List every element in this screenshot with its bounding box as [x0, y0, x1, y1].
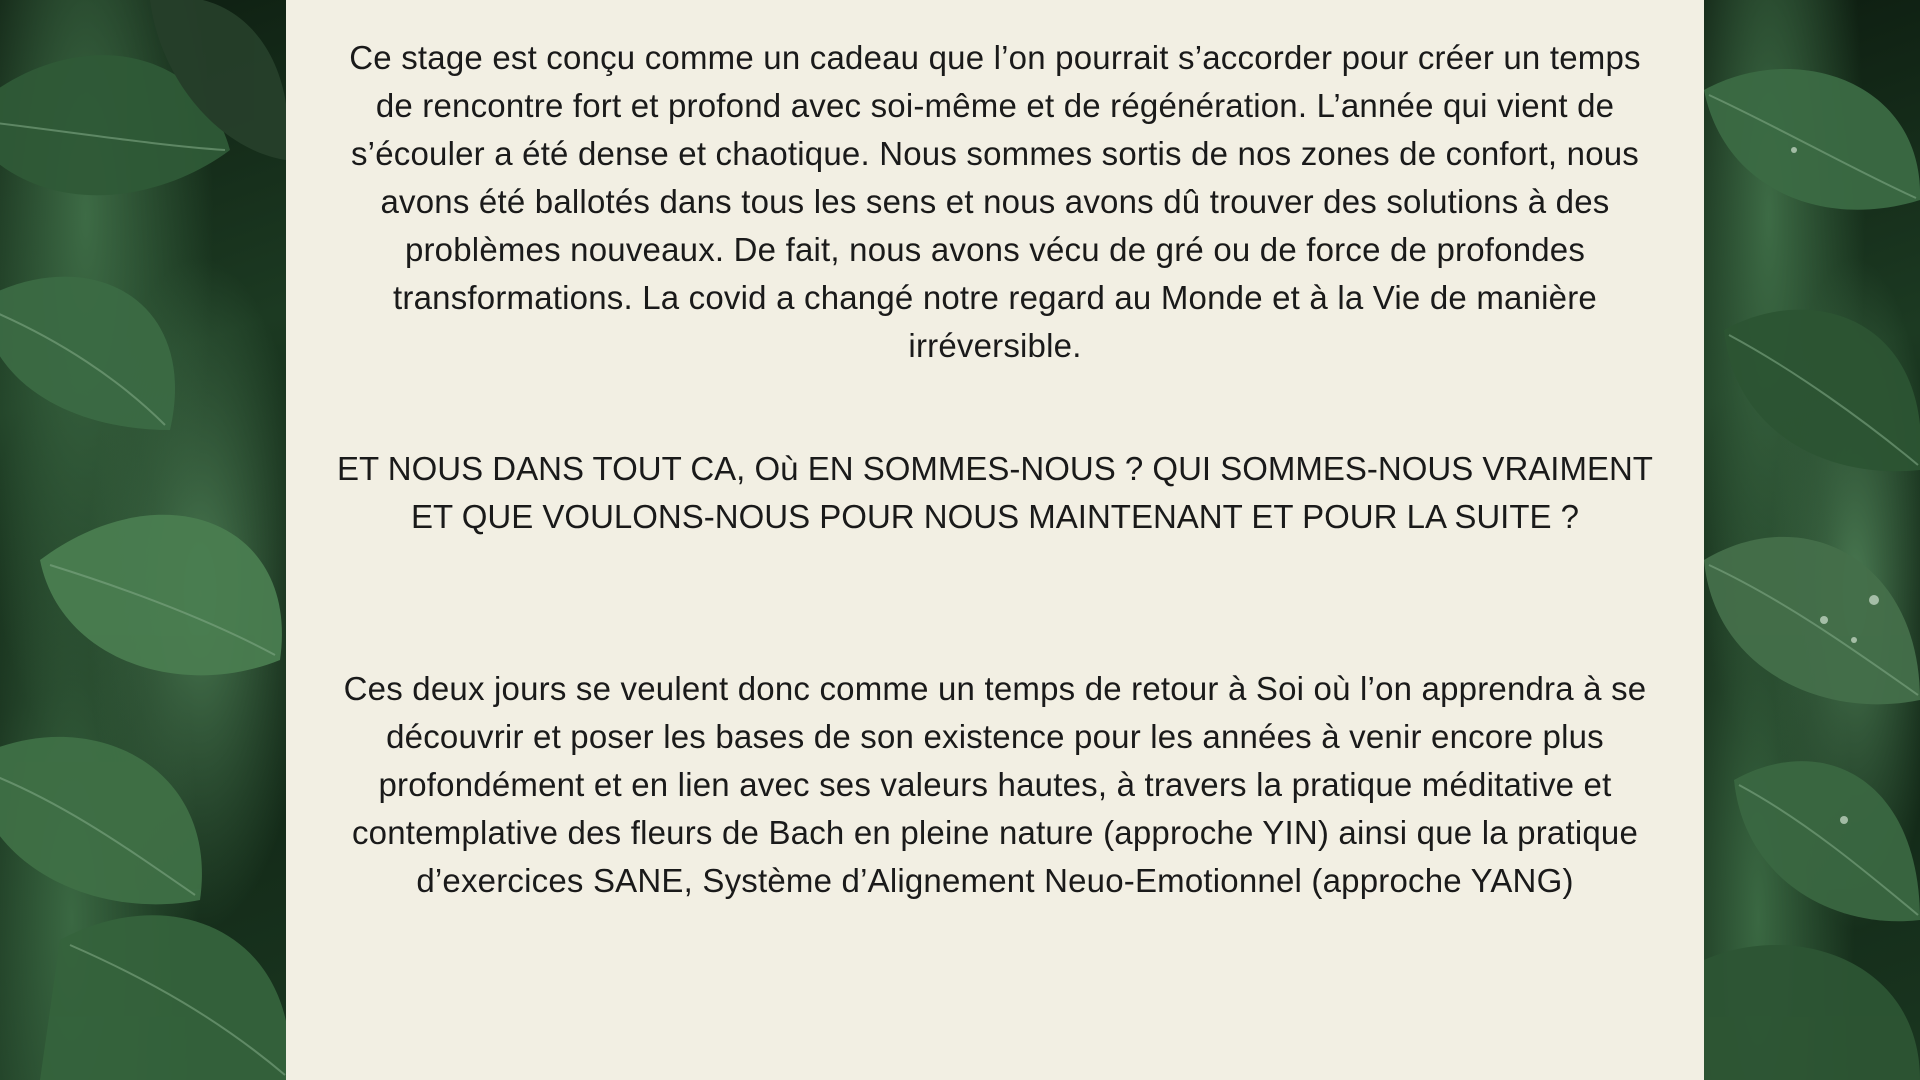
leaf-background-right [1704, 0, 1920, 1080]
leaf-background-left [0, 0, 286, 1080]
intro-paragraph: Ce stage est conçu comme un cadeau que l’on pourrait s’accorder pour créer un temps de rencontre fort et profond avec soi-même et de régénération. L’année qui vient de s’écouler a été dense et chaotique. Nous sommes sortis de nos zones de confort, nous avons été ballotés dans tous les sens et nous avons dû trouver des solutions à des problèmes nouveaux. De fait, nous avons vécu de gré ou de force de profondes transformations. La covid a changé notre regard au Monde et à la Vie de manière irréversible. [349, 39, 1641, 364]
closing-paragraph: Ces deux jours se veulent donc comme un temps de retour à Soi où l’on apprendra à se découvrir et poser les bases de son existence pour les années à venir encore plus profondément et en lien avec ses valeurs hautes, à travers la pratique méditative et contemplative des fleurs de Bach en pleine nature (approche YIN) ainsi que la pratique d’exercices SANE, Système d’Alignement Neuo-Emotionnel (approche YANG) [343, 670, 1647, 899]
leaves-right-image [1704, 0, 1920, 1080]
content-panel [286, 0, 1704, 1080]
leaves-left-image [0, 0, 286, 1080]
question-paragraph: ET NOUS DANS TOUT CA, Où EN SOMMES-NOUS ? QUI SOMMES-NOUS VRAIMENT ET QUE VOULONS-NOUS POUR NOUS MAINTENANT ET POUR LA SUITE ? [337, 450, 1653, 535]
